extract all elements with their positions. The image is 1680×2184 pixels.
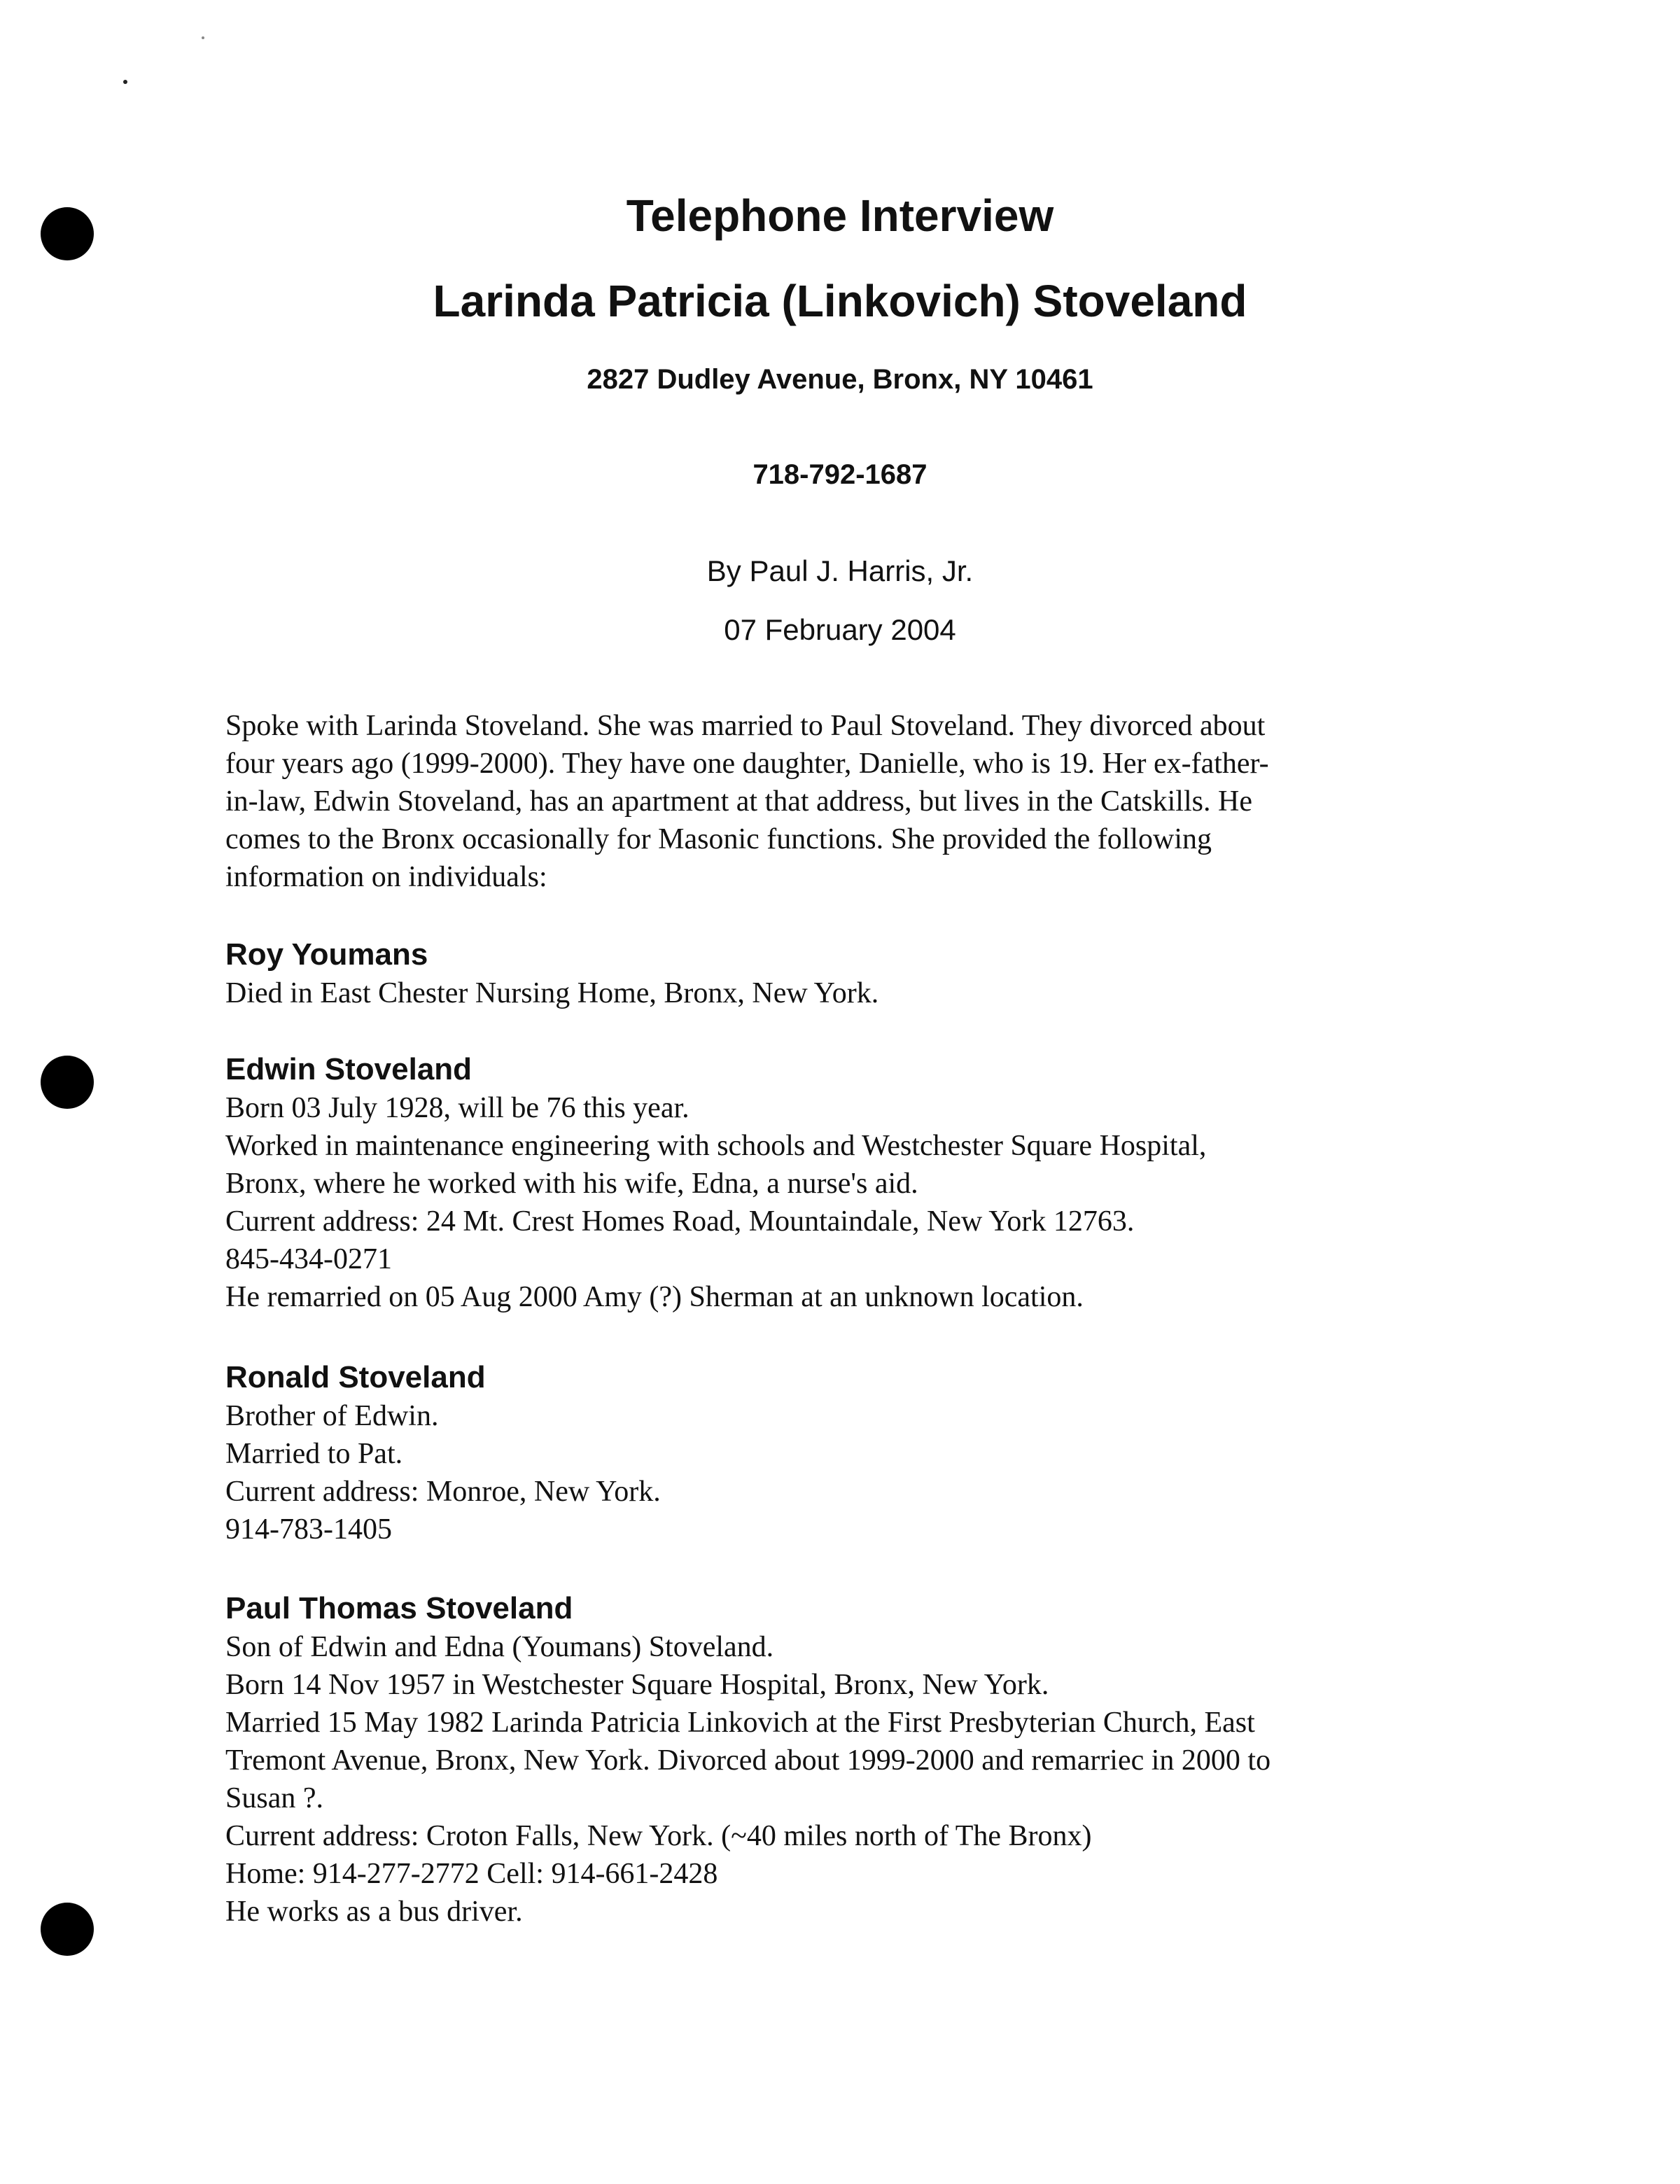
section-line: Brother of Edwin. <box>225 1400 439 1432</box>
punch-hole-middle <box>41 1056 94 1109</box>
section-heading: Roy Youmans <box>225 937 428 972</box>
section-line: Tremont Avenue, Bronx, New York. Divorced about 1999-2000 and remarriec in 2000 to <box>225 1744 1271 1777</box>
interviewee-address: 2827 Dudley Avenue, Bronx, NY 10461 <box>587 364 1093 395</box>
document-title: Telephone Interview <box>626 190 1054 241</box>
section-line: 914-783-1405 <box>225 1513 392 1546</box>
interview-date: 07 February 2004 <box>724 613 956 646</box>
section-line: Worked in maintenance engineering with schools and Westchester Square Hospital, <box>225 1130 1207 1162</box>
section-paul-thomas-stoveland <box>225 1589 1443 1931</box>
section-line: Born 14 Nov 1957 in Westchester Square Hospital, Bronx, New York. <box>225 1669 1049 1701</box>
intro-line: four years ago (1999-2000). They have one daughter, Danielle, who is 19. Her ex-father- <box>225 748 1269 780</box>
intro-line: in-law, Edwin Stoveland, has an apartment at that address, but lives in the Catskills. He <box>225 785 1252 818</box>
section-line: Married 15 May 1982 Larinda Patricia Linkovich at the First Presbyterian Church, East <box>225 1707 1255 1739</box>
section-line: Born 03 July 1928, will be 76 this year. <box>225 1092 690 1124</box>
section-line: Died in East Chester Nursing Home, Bronx, New York. <box>225 977 879 1009</box>
section-line: Married to Pat. <box>225 1438 403 1470</box>
section-heading: Paul Thomas Stoveland <box>225 1591 573 1625</box>
section-heading: Ronald Stoveland <box>225 1360 486 1394</box>
scan-speck <box>202 36 204 39</box>
section-line: 845-434-0271 <box>225 1243 392 1275</box>
section-line: Son of Edwin and Edna (Youmans) Stoveland. <box>225 1631 774 1663</box>
section-line: Bronx, where he worked with his wife, Edna, a nurse's aid. <box>225 1168 918 1200</box>
intro-paragraph <box>225 707 1443 896</box>
section-ronald-stoveland <box>225 1358 1443 1548</box>
section-line: Current address: 24 Mt. Crest Homes Road, Mountaindale, New York 12763. <box>225 1205 1135 1238</box>
interviewer-byline: By Paul J. Harris, Jr. <box>706 554 974 587</box>
intro-line: Spoke with Larinda Stoveland. She was married to Paul Stoveland. They divorced about <box>225 710 1266 742</box>
section-line: He remarried on 05 Aug 2000 Amy (?) Sherman at an unknown location. <box>225 1281 1084 1313</box>
section-heading: Edwin Stoveland <box>225 1052 472 1086</box>
section-line: Current address: Croton Falls, New York. (~40 miles north of The Bronx) <box>225 1820 1092 1852</box>
section-roy-youmans <box>225 935 1443 1012</box>
interviewee-phone: 718-792-1687 <box>752 459 927 490</box>
section-edwin-stoveland <box>225 1050 1443 1316</box>
section-line: Home: 914-277-2772 Cell: 914-661-2428 <box>225 1858 718 1890</box>
intro-line: comes to the Bronx occasionally for Masonic functions. She provided the following <box>225 823 1212 855</box>
section-line: He works as a bus driver. <box>225 1896 523 1928</box>
punch-hole-bottom <box>41 1903 94 1956</box>
scan-speck <box>123 80 127 84</box>
section-line: Susan ?. <box>225 1782 323 1814</box>
intro-line: information on individuals: <box>225 861 547 893</box>
section-line: Current address: Monroe, New York. <box>225 1476 661 1508</box>
interviewee-name: Larinda Patricia (Linkovich) Stoveland <box>433 276 1247 326</box>
